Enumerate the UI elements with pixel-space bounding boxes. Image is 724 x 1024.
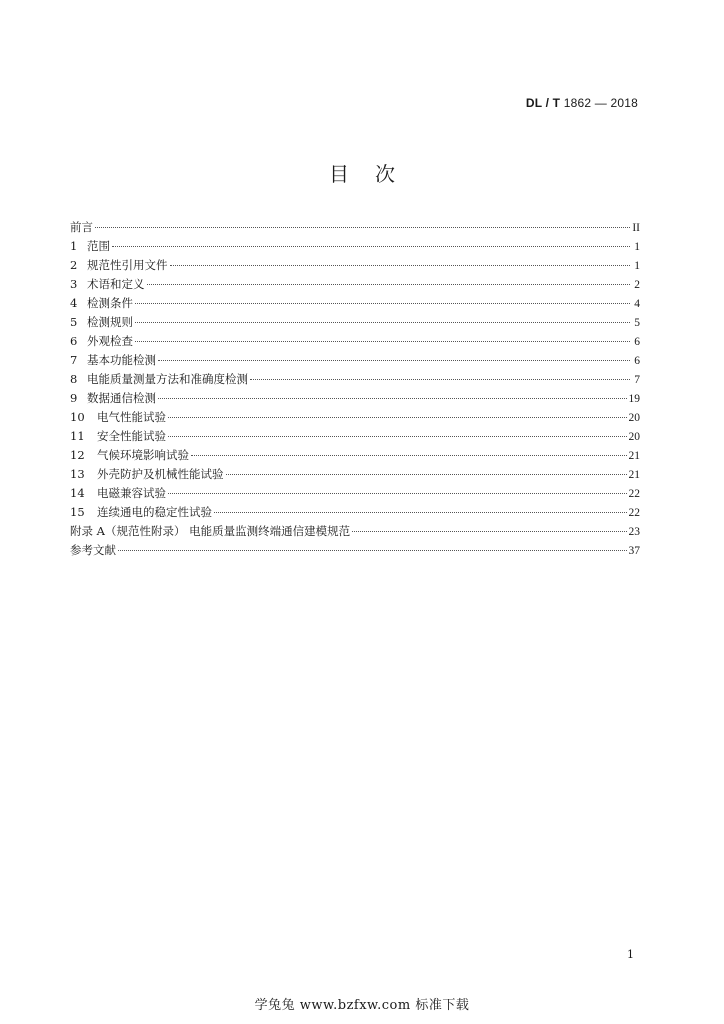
toc-dot-leader [135, 340, 630, 342]
footer-watermark: 学兔兔 www.bzfxw.com 标准下载 [254, 998, 470, 1013]
toc-entry-page: 37 [628, 545, 640, 557]
toc-entry[interactable] [70, 256, 640, 275]
toc-entry-label: 安全性能试验 [97, 429, 166, 443]
toc-entry-label: 前言 [70, 220, 93, 234]
toc-dot-leader [191, 454, 627, 456]
toc-entry-number: 12 [70, 448, 85, 462]
toc-dot-leader [168, 416, 627, 418]
toc-dot-leader [158, 359, 630, 361]
toc-entry-page: 22 [628, 507, 640, 519]
toc-entry-page: 1 [634, 241, 640, 253]
toc-entry-page: II [632, 222, 640, 234]
toc-entry-page: 21 [628, 469, 640, 481]
toc-entry[interactable] [70, 503, 640, 522]
toc-entry[interactable] [70, 294, 640, 313]
toc-entry-label: 电磁兼容试验 [97, 486, 166, 500]
toc-entry-page: 7 [634, 374, 640, 386]
toc-dot-leader [147, 283, 631, 285]
toc-entry-number: 7 [70, 353, 78, 367]
toc-entry[interactable] [70, 541, 640, 560]
toc-entry-label: 术语和定义 [87, 277, 145, 291]
toc-dot-leader [352, 530, 626, 532]
toc-entry-page: 23 [628, 526, 640, 538]
toc-entry-page: 19 [628, 393, 640, 405]
toc-entry-number: 6 [70, 334, 78, 348]
toc-entry[interactable] [70, 370, 640, 389]
toc-entry-label: 电气性能试验 [97, 410, 166, 424]
table-of-contents [70, 218, 640, 560]
toc-entry-page: 5 [634, 317, 640, 329]
toc-entry-label: 气候环境影响试验 [97, 448, 189, 462]
toc-dot-leader [168, 435, 627, 437]
toc-dot-leader [168, 492, 627, 494]
page-number: 1 [627, 948, 634, 961]
toc-entry[interactable] [70, 389, 640, 408]
page-title: 目次 [329, 162, 421, 186]
toc-entry-number: 10 [70, 410, 85, 424]
toc-dot-leader [214, 511, 627, 513]
toc-dot-leader [170, 264, 631, 266]
toc-entry-label: 外观检查 [87, 334, 133, 348]
toc-entry-label: 参考文献 [70, 543, 116, 557]
toc-dot-leader [250, 378, 630, 380]
toc-entry-page: 2 [634, 279, 640, 291]
toc-entry-number: 9 [70, 391, 78, 405]
toc-entry-number: 11 [70, 429, 85, 443]
toc-dot-leader [158, 397, 627, 399]
toc-entry-page: 22 [628, 488, 640, 500]
toc-entry-page: 4 [634, 298, 640, 310]
toc-entry[interactable] [70, 427, 640, 446]
toc-entry[interactable] [70, 522, 640, 541]
toc-entry[interactable] [70, 332, 640, 351]
toc-entry[interactable] [70, 237, 640, 256]
toc-entry[interactable] [70, 218, 640, 237]
toc-entry-number: 1 [70, 239, 78, 253]
toc-entry-label: 外壳防护及机械性能试验 [97, 467, 224, 481]
toc-entry-page: 1 [634, 260, 640, 272]
toc-entry-number: 2 [70, 258, 78, 272]
toc-entry[interactable] [70, 484, 640, 503]
toc-entry-label: 电能质量测量方法和准确度检测 [87, 372, 248, 386]
toc-entry-number: 8 [70, 372, 78, 386]
toc-entry[interactable] [70, 465, 640, 484]
toc-entry-page: 20 [628, 431, 640, 443]
toc-dot-leader [135, 302, 630, 304]
toc-entry-label: 检测规则 [87, 315, 133, 329]
toc-entry-number: 3 [70, 277, 78, 291]
toc-entry[interactable] [70, 313, 640, 332]
toc-entry-label: 规范性引用文件 [87, 258, 168, 272]
toc-dot-leader [135, 321, 630, 323]
toc-entry[interactable] [70, 351, 640, 370]
toc-entry-page: 21 [628, 450, 640, 462]
toc-entry-label: 附录 A（规范性附录） 电能质量监测终端通信建模规范 [70, 524, 351, 538]
standard-code-number: 1862 — 2018 [560, 96, 638, 110]
toc-dot-leader [95, 226, 630, 228]
toc-entry-label: 数据通信检测 [87, 391, 156, 405]
toc-entry-number: 5 [70, 315, 78, 329]
standard-code-prefix: DL / T [525, 96, 561, 110]
toc-entry-number: 13 [70, 467, 85, 481]
toc-entry[interactable] [70, 446, 640, 465]
toc-entry-page: 6 [634, 336, 640, 348]
toc-entry-number: 4 [70, 296, 78, 310]
toc-entry-label: 检测条件 [87, 296, 133, 310]
toc-dot-leader [226, 473, 627, 475]
toc-dot-leader [118, 549, 627, 551]
toc-entry-page: 6 [634, 355, 640, 367]
toc-dot-leader [112, 245, 630, 247]
toc-entry-number: 15 [70, 505, 85, 519]
toc-entry-page: 20 [628, 412, 640, 424]
toc-entry-label: 范围 [87, 239, 110, 253]
toc-entry-label: 连续通电的稳定性试验 [97, 505, 212, 519]
standard-code [526, 96, 638, 110]
toc-entry[interactable] [70, 275, 640, 294]
toc-entry[interactable] [70, 408, 640, 427]
toc-entry-number: 14 [70, 486, 85, 500]
toc-entry-label: 基本功能检测 [87, 353, 156, 367]
